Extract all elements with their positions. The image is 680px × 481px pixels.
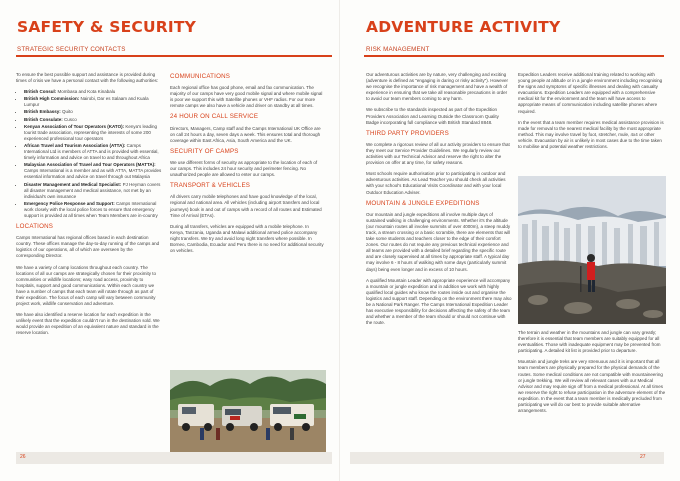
contact-item [24, 182, 162, 200]
contact-detail: Camps International is a member and as with ATTA, MATTA provides essential information and advice on travel through out Malaysia [24, 168, 162, 180]
paragraph: Our mountain and jungle expeditions all involve multiple days of sustained walking in challenging environments. Whether it's the altitude (our mountain routes all involve summits of over 4000m), a steep muddy track, a stream crossing or a basic scramble, there are elements that will take some students and teachers closer to the edge of their comfort zones. Our routes do not require any previous technical experience and all teams are provided with a detailed brief regarding the specific route and are closely supervised at all times by appropriate staff. A typical day may involve 6 - 8 hours of walking with some days (particularly summit days) being even longer and in excess of 10 hours. [366, 211, 511, 272]
contact-name: Emergency Police Response and Support: [24, 200, 115, 206]
contact-item [24, 96, 162, 108]
section-heading: LOCATIONS [16, 223, 54, 231]
section-heading: SECURITY OF CAMPS [170, 147, 239, 155]
paragraph: Most schools require authorisation prior to participating in outdoor and adventurous activities. As Lead Teacher you should check all activities with your school's Educational Visits Coordinator and with your local Outdoor Education Adviser. [366, 171, 506, 195]
contact-name: Disaster Management and Medical Specialist: [24, 181, 122, 187]
paragraph: The terrain and weather in the mountains and jungle can vary greatly; therefore it is essential that team members are suitably equipped for all eventualities. Those with inadequate equipment may be prevented from participating. A detailed kit list is provided prior to departure. [518, 330, 661, 354]
contact-name: African Travel and Tourism Association (ATTA): [24, 142, 126, 148]
page-title: ADVENTURE ACTIVITY [366, 18, 561, 36]
title-rule [364, 55, 664, 57]
mountain-photo [518, 176, 666, 324]
contact-item [24, 109, 162, 115]
title-rule [16, 55, 332, 57]
section-heading: MOUNTAIN & JUNGLE EXPEDITIONS [366, 199, 480, 207]
section-heading: THIRD PARTY PROVIDERS [366, 129, 449, 137]
paragraph: Expedition Leaders receive additional training related to working with young people at altitude or in a jungle environment including recognising the signs and symptoms of specific illnesses and dealing with casualty evacuations. Expedition Leaders are equipped with a comprehensive medical kit for the environment and the team will have access to appropriate means of communication including satellite phones where required. [518, 72, 663, 114]
paragraph: We have a variety of camp locations throughout each country. The locations of all our camps are strategically chosen for their proximity to communities or wildlife locations; easy road access, proximity to hospitals, support and good communications. Within each country we have a number of camps that each team will rotate through as part of their expedition. The focus of each camp will vary between community project work, wildlife conservation and adventure. [16, 264, 157, 307]
contacts-list [16, 89, 162, 219]
middle-column [170, 70, 324, 259]
contact-detail: PJ Heyman covers all disaster management and medical assistance, not met by an individual's own insurance [24, 181, 161, 199]
right-right-column-bottom [518, 330, 666, 419]
contact-detail: Nairobi, Dar es Salaam and Kuala Lumpur [24, 96, 149, 108]
contact-detail: Kenya's leading tourist trade association, representing the interests of some 200 experienced professional tour operators [24, 123, 157, 141]
page-subtitle: RISK MANAGEMENT [366, 46, 430, 53]
contact-detail: Camps International work closely with the local police forces to ensure that emergency support is provided at all times when Team Members are in-country [24, 200, 158, 218]
footer-bar [350, 452, 664, 464]
contact-name: Malaysian Association of Travel and Tour Operators (MATTA): [24, 162, 156, 168]
right-page [340, 0, 680, 481]
paragraph: Our adventurous activities are by nature, very challenging and exciting (adventure is defined as "engaging in daring or risky activity"). However we recognise the importance of risk management and have a wealth of experience in ensuring that we take all reasonable precautions in order to avoid our team members coming to any harm. [366, 72, 509, 102]
contact-name: British High Commission: [24, 96, 80, 102]
contact-name: British Consul: [24, 89, 57, 95]
paragraph: Each regional office has good phone, email and fax communication. The majority of our camps have very good mobile signal and where mobile signal is poor we support this with Satellite phones or VHF radios. For our more remote camps we also have a vehicle and driver on standby at all times. [170, 85, 323, 109]
contact-item [24, 89, 162, 95]
contact-detail: Camps International Ltd is members of ATTA and is provided with essential, timely information and advice on travel to and throughout Africa [24, 142, 159, 161]
section-heading: 24 HOUR ON CALL SERVICE [170, 113, 259, 121]
right-right-column-top [518, 72, 666, 155]
page-subtitle: STRATEGIC SECURITY CONTACTS [17, 46, 126, 53]
contact-item [24, 201, 162, 219]
left-column [16, 72, 162, 342]
contact-detail: Mombasa and Kota Kinabalu [57, 89, 116, 95]
contact-detail: Quito [62, 109, 73, 115]
contact-item [24, 162, 162, 180]
contact-name: British Embassy: [24, 109, 61, 115]
paragraph: In the event that a team member requires medical assistance provision is made for removal to the nearest medical facility by the most appropriate method. This may involve travel by foot, stretcher, mule, 4x4 or other vehicle. Evacuation by air is unlikely in most cases due to the time taken to mobilise and potential weather restrictions. [518, 119, 664, 150]
paragraph: We complete a rigorous review of all our activity providers to ensure that they meet our Service Provider Guidelines. We regularly review our activities with our Technical Advisor and reserve the right to alter the provision on offer at any time, for safety reasons. [366, 141, 510, 166]
intro-paragraph: To ensure the best possible support and assistance is provided during times of crisis we have a personal contact with the following authorities: [16, 72, 159, 84]
paragraph: We use different forms of security as appropriate to the location of each of our camps. This includes 24 hour security and perimeter fencing. No unauthorized people are allowed to enter our camps. [170, 159, 318, 178]
contact-item [24, 117, 162, 123]
page-number: 27 [640, 454, 646, 460]
contact-item [24, 143, 162, 161]
paragraph: A qualified Mountain Leader with appropriate experience will accompany a mountain or jungle expedition and in addition we work with highly qualified local guides who know the routes inside out and organise the logistics and support staff. Depending on the environment there may also be a National Park Ranger. The Camps International Expedition Leader has executive responsibility for decisions affecting the safety of the team and whether a member of the team should or should not continue with the route. [366, 277, 512, 326]
contact-name: British Consulate: [24, 116, 63, 122]
page-title: SAFETY & SECURITY [17, 18, 197, 36]
paragraph: During all transfers, vehicles are equipped with a mobile telephone. In Kenya, Tanzania, Uganda and Malawi additional armed police accompany night transfers. We try and avoid long night transfers where possible. In Borneo, Cambodia, Ecuador and Peru there is no need for additional security on vehicles. [170, 223, 324, 254]
contact-detail: Cusco [64, 116, 77, 122]
paragraph: Directors, Managers, Camp staff and the Camps International UK Office are on call 24 hours a day, seven days a week. This ensures total and thorough coverage within East Africa, Asia, South America and the UK. [170, 125, 321, 143]
paragraph: All drivers carry mobile telephones and have good knowledge of the local, regional and national area. All vehicles (including airport transfers and local journeys) book in and out of camps with a record of all routes and Estimated Time of Arrival (ETAs). [170, 194, 322, 218]
section-heading: COMMUNICATIONS [170, 73, 231, 80]
vehicles-photo [170, 370, 326, 452]
right-left-column [366, 72, 512, 331]
contact-item [24, 124, 162, 142]
paragraph: Mountain and jungle treks are very strenuous and it is important that all team members are physically prepared for the physical demands of the routes. Some medical conditions are not compatible with mountaineering or jungle trekking. We will review all relevant cases with our Medical Advisor and may require sign off from a medical professional. At all times we reserve the right to refuse participation in the adventure element of the expedition. In the event that a team member is medically precluded from participating we will do our best to provide suitable alternative arrangements. [518, 359, 666, 414]
footer-bar [16, 452, 332, 464]
section-heading: TRANSPORT & VEHICLES [170, 182, 251, 190]
contact-name: Kenyan Association of Tour Operators (KATO): [24, 123, 125, 129]
page-number: 26 [20, 454, 26, 460]
paragraph: Camps International has regional offices based in each destination country. These offices manage the day-to-day running of the camps and logistics of our operations, all of which are overseen by the corresponding Director. [16, 235, 160, 259]
paragraph: We have also identified a reserve location for each expedition in the unlikely event that the expedition couldn't run in the destination sold. We would provide an expedition of an equivalent nature and standard in the reserve location. [16, 312, 160, 336]
paragraph: We subscribe to the standards inspected as part of the Expedition Providers Association and Learning Outside the Classroom Quality Badge incorporating full compliance with British Standard 8848. [366, 107, 499, 125]
